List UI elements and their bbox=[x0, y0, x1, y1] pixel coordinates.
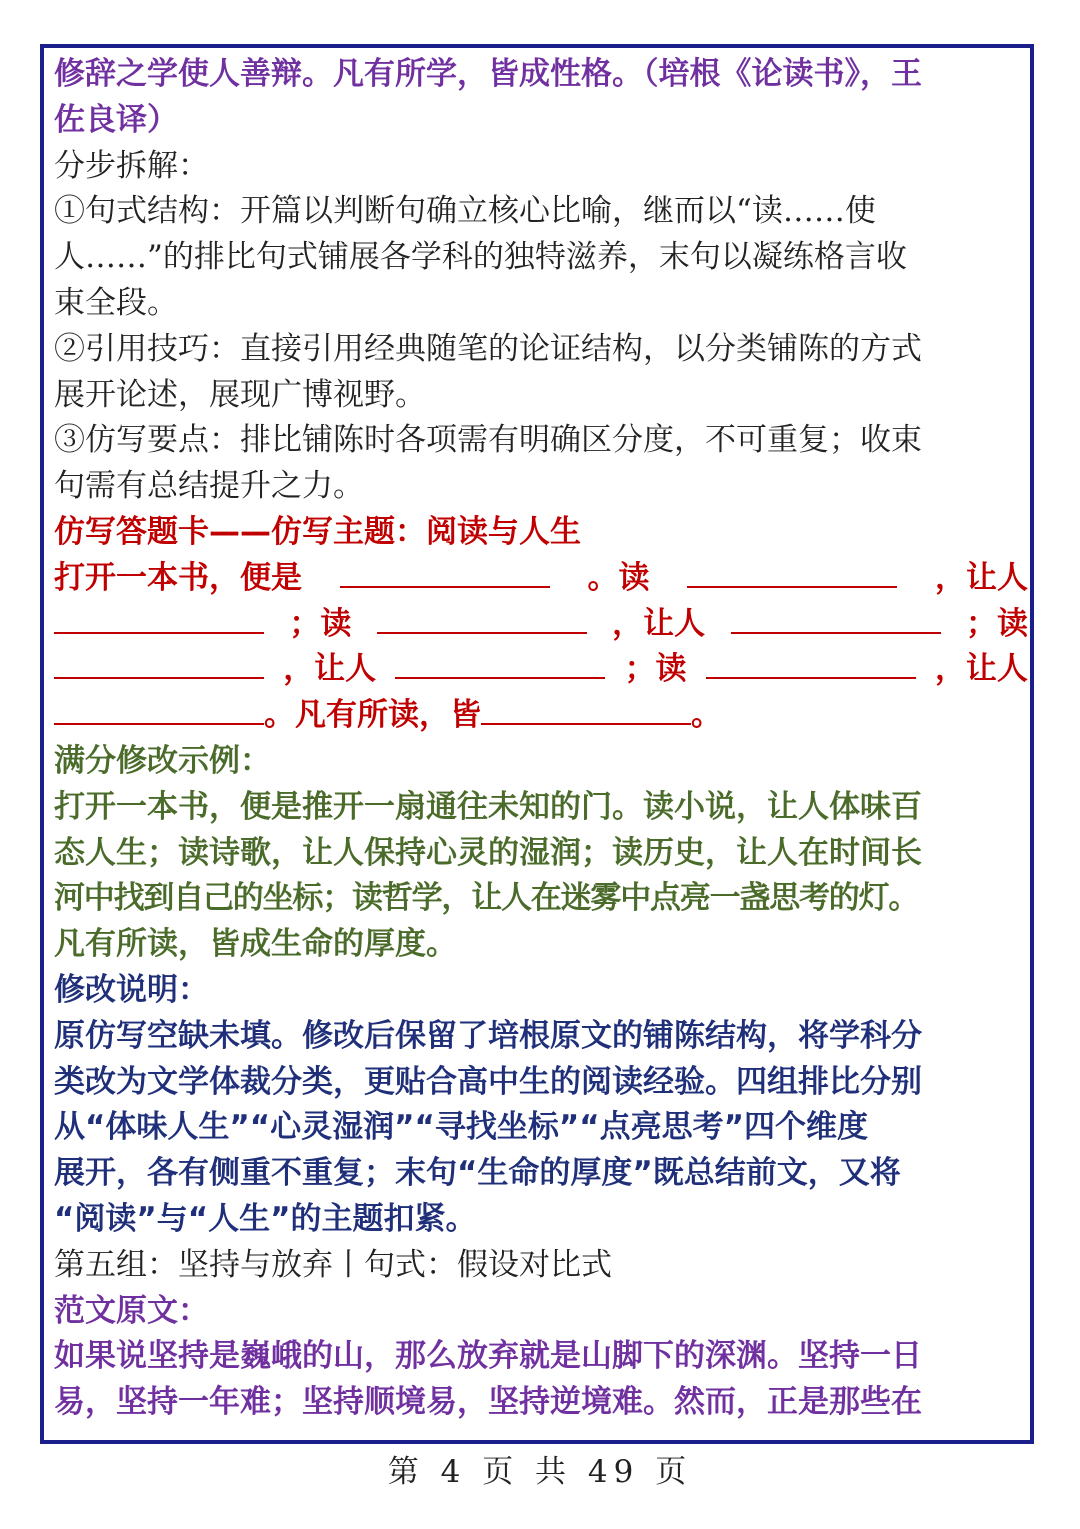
example-line: 打开一本书，便是推开一扇通往未知的门。读小说，让人体味百 bbox=[54, 788, 922, 825]
answer-card-text: ；读 bbox=[624, 651, 687, 688]
answer-card-text: ；读 bbox=[965, 605, 1028, 642]
example-line: 态人生；读诗歌，让人保持心灵的湿润；读历史，让人在时间长 bbox=[54, 834, 922, 871]
example-heading: 满分修改示例： bbox=[54, 742, 271, 779]
analysis-line: ①句式结构：开篇以判断句确立核心比喻，继而以“读……使 bbox=[54, 193, 876, 230]
fill-blank[interactable] bbox=[54, 693, 264, 725]
fill-blank[interactable] bbox=[731, 602, 941, 634]
answer-card-text: ，让人 bbox=[934, 651, 1028, 688]
example-line: 河中找到自己的坐标；读哲学，让人在迷雾中点亮一盏思考的灯。 bbox=[54, 880, 919, 917]
analysis-line: 人……”的排比句式铺展各学科的独特滋养，末句以凝练格言收 bbox=[54, 239, 907, 276]
answer-card-row-3 bbox=[54, 647, 1028, 693]
source-line: 易，坚持一年难；坚持顺境易，坚持逆境难。然而，正是那些在 bbox=[54, 1384, 922, 1421]
fill-blank[interactable] bbox=[706, 647, 916, 679]
analysis-line: 句需有总结提升之力。 bbox=[54, 468, 364, 505]
analysis-line: ②引用技巧：直接引用经典随笔的论证结构，以分类铺陈的方式 bbox=[54, 330, 922, 367]
fill-blank[interactable] bbox=[377, 602, 587, 634]
quote-line: 修辞之学使人善辩。凡有所学，皆成性格。（培根《论读书》，王 bbox=[54, 56, 922, 92]
document-content bbox=[54, 52, 1028, 1426]
answer-card-title: 仿写答题卡——仿写主题：阅读与人生 bbox=[54, 513, 581, 550]
answer-card-row-2 bbox=[54, 602, 1028, 648]
example-line: 凡有所读，皆成生命的厚度。 bbox=[54, 926, 457, 963]
source-line: 如果说坚持是巍峨的山，那么放弃就是山脚下的深渊。坚持一日 bbox=[54, 1338, 922, 1375]
explanation-line: 原仿写空缺未填。修改后保留了培根原文的铺陈结构，将学科分 bbox=[54, 1017, 922, 1054]
answer-card-text: ；读 bbox=[289, 605, 352, 642]
answer-card-text: 打开一本书，便是 bbox=[54, 559, 302, 596]
answer-card-row-4 bbox=[54, 693, 1028, 739]
analysis-line: ③仿写要点：排比铺陈时各项需有明确区分度，不可重复；收束 bbox=[54, 422, 922, 459]
fill-blank[interactable] bbox=[54, 602, 264, 634]
answer-card-row-1 bbox=[54, 556, 1028, 602]
group5-title: 第五组：坚持与放弃丨句式：假设对比式 bbox=[54, 1246, 612, 1283]
analysis-heading: 分步拆解： bbox=[54, 147, 209, 184]
explanation-line: 类改为文学体裁分类，更贴合高中生的阅读经验。四组排比分别 bbox=[54, 1063, 922, 1100]
explanation-line: 从“体味人生”“心灵湿润”“寻找坐标”“点亮思考”四个维度 bbox=[54, 1109, 868, 1146]
answer-card-text: 。 bbox=[691, 697, 722, 734]
quote-line: 佐良译） bbox=[54, 101, 178, 138]
analysis-line: 束全段。 bbox=[54, 284, 178, 321]
fill-blank[interactable] bbox=[395, 647, 605, 679]
explanation-line: 展开，各有侧重不重复；末句“生命的厚度”既总结前文，又将 bbox=[54, 1155, 901, 1192]
answer-card-text: ，让人 bbox=[283, 651, 377, 688]
answer-card-text: ，让人 bbox=[612, 605, 706, 642]
fill-blank[interactable] bbox=[481, 693, 691, 725]
page-number-footer: 第 4 页 共 49 页 bbox=[387, 1454, 693, 1490]
answer-card-text: 。凡有所读，皆 bbox=[264, 697, 481, 734]
source-heading: 范文原文： bbox=[54, 1292, 209, 1329]
analysis-line: 展开论述，展现广博视野。 bbox=[54, 376, 426, 413]
fill-blank[interactable] bbox=[54, 647, 264, 679]
answer-card-text: ，让人 bbox=[935, 559, 1028, 596]
explanation-line: “阅读”与“人生”的主题扣紧。 bbox=[54, 1200, 477, 1237]
fill-blank[interactable] bbox=[687, 556, 897, 588]
fill-blank[interactable] bbox=[340, 556, 550, 588]
explanation-heading: 修改说明： bbox=[54, 971, 209, 1008]
answer-card-text: 。读 bbox=[587, 559, 650, 596]
